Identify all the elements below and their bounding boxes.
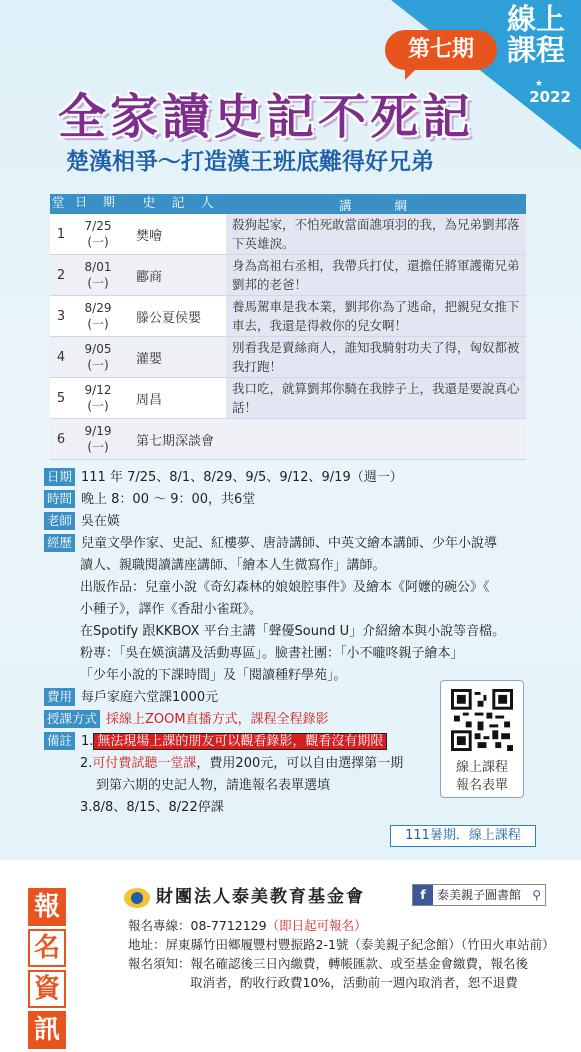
lesson-date: 7/25 — [84, 219, 112, 233]
reg-char: 報 — [28, 888, 66, 926]
lesson-number: 2 — [56, 267, 66, 283]
lesson-outline: 養馬駕車是我本業，劉邦你為了逃命，把親兒女推下車去，我還是得救你的兒女啊！ — [226, 296, 526, 336]
header-date: 日 期 — [75, 195, 121, 209]
course-time: 晚上 8：00 ～ 9：00，共6堂 — [81, 492, 256, 507]
reg-char: 訊 — [28, 1011, 66, 1049]
table-row — [50, 337, 526, 378]
date-tag: 日期 — [44, 468, 75, 486]
table-row — [50, 255, 526, 296]
course-dates: 111 年 7/25、8/1、8/29、9/5、9/12、9/19（週一） — [81, 470, 403, 485]
facebook-icon: f — [413, 885, 433, 905]
header-person: 史 記 人 物 — [142, 196, 220, 231]
lesson-person: 滕公夏侯嬰 — [136, 310, 202, 326]
course-tagline: 111暑期．線上課程 — [390, 825, 536, 847]
lesson-number: 1 — [56, 226, 66, 242]
bio-text: 小種子》，譯作《香甜小雀斑》。 — [80, 602, 263, 617]
phone-note: （即日起可報名） — [266, 918, 367, 933]
foundation-name: 財團法人泰美教育基金會 — [156, 887, 365, 907]
lesson-outline: 身為高祖右丞相，我帶兵打仗，還擔任將軍護衛兄弟劉邦的老爸！ — [226, 255, 526, 295]
ribbon-line-1: 線上 — [506, 2, 565, 36]
syllabus-table — [50, 194, 526, 460]
table-row — [50, 296, 526, 337]
notice-line: 報名須知：報名確認後三日內繳費，轉帳匯款、或至基金會繳費，報名後 — [128, 956, 529, 971]
lesson-weekday: (一) — [87, 440, 109, 454]
ribbon-line-2: 課程 — [506, 33, 565, 67]
reg-char: 名 — [28, 929, 66, 967]
search-icon: ⚲ — [532, 888, 541, 902]
bio-text: 「少年小說的下課時間」及「閱讀種籽學苑」。 — [80, 668, 347, 683]
time-tag: 時間 — [44, 490, 75, 508]
lesson-person: 第七期深談會 — [136, 433, 215, 449]
qr-label-2: 報名表單 — [455, 778, 508, 793]
lesson-weekday: (一) — [87, 399, 109, 413]
bio-text: 兒童文學作家、史記、紅樓夢、唐詩講師、中英文繪本講師、少年小說導 — [81, 536, 498, 551]
header-outline: 講 綱 — [338, 198, 413, 213]
lesson-weekday: (一) — [87, 358, 109, 372]
star-icon: ★ — [534, 79, 543, 89]
lesson-person: 灌嬰 — [136, 351, 163, 367]
phone-label: 報名專線：08-7712129 — [128, 918, 267, 933]
registration-qr-code[interactable] — [440, 680, 524, 798]
registration-footer — [0, 860, 581, 1045]
facebook-page-name: 泰美親子圖書館 — [437, 888, 522, 902]
table-body — [50, 214, 526, 460]
lesson-date: 8/29 — [84, 301, 112, 315]
lesson-person: 酈商 — [136, 269, 163, 285]
lesson-weekday: (一) — [87, 276, 109, 290]
qr-label-1: 線上課程 — [455, 760, 508, 775]
lesson-weekday: (一) — [87, 235, 109, 249]
table-row — [50, 419, 526, 460]
registration-info-label — [28, 888, 108, 1052]
teaching-method: 採線上ZOOM直播方式，課程全程錄影 — [106, 712, 329, 727]
note-number: 2. — [80, 756, 93, 771]
bio-text: 在Spotify 跟KKBOX 平台主講「聲優Sound U」介紹繪本與小說等音檔。 — [80, 624, 506, 639]
period-badge: 第七期 — [385, 30, 497, 70]
lesson-outline — [226, 419, 526, 459]
page-title: 全家讀史記不死記 — [58, 89, 475, 145]
lesson-person: 周昌 — [136, 392, 163, 408]
lesson-outline: 殺狗起家，不怕死敢當面譙項羽的我，為兄弟劉邦落下英雄淚。 — [226, 214, 526, 254]
course-fee: 每戶家庭六堂課1000元 — [81, 690, 219, 705]
page-subtitle: 楚漢相爭～打造漢王班底難得好兄弟 — [66, 149, 434, 175]
address: 地址：屏東縣竹田鄉履豐村豐振路2-1號（泰美親子紀念館）（竹田火車站前） — [128, 937, 555, 952]
table-row — [50, 214, 526, 255]
bio-text: 出版作品：兒童小說《奇幻森林的娘娘腔事件》及繪本《阿嬤的碗公》《 — [80, 580, 490, 595]
teacher-name: 吳在媖 — [81, 514, 121, 529]
note-trial-highlight: 可付費試聽一堂課 — [92, 756, 197, 771]
note-no-class: 3.8/8、8/15、8/22停課 — [80, 800, 224, 815]
foundation-logo-icon — [124, 888, 150, 908]
lesson-number: 3 — [56, 308, 66, 324]
lesson-date: 9/05 — [84, 342, 112, 356]
lesson-number: 4 — [56, 349, 66, 365]
qr-code-icon — [451, 689, 513, 751]
table-row — [50, 378, 526, 419]
teacher-tag: 老師 — [44, 512, 75, 530]
contact-details — [128, 916, 558, 992]
lesson-date: 9/12 — [84, 383, 112, 397]
lesson-outline: 我口吃，就算劉邦你騎在我脖子上，我還是要說真心話！ — [226, 378, 526, 418]
header-lesson: 堂 — [51, 196, 71, 211]
note-trial-continued: 到第六期的史記人物，請進報名表單選填 — [96, 778, 331, 793]
facebook-page-link[interactable] — [412, 884, 546, 906]
note-number: 1. — [81, 734, 94, 749]
lesson-number: 5 — [56, 390, 66, 406]
bio-tag: 經歷 — [44, 534, 75, 552]
lesson-date: 8/01 — [84, 260, 112, 274]
lesson-person: 樊噲 — [136, 228, 163, 244]
lesson-number: 6 — [56, 431, 66, 447]
ribbon-year: 2022 — [529, 88, 571, 106]
method-tag: 授課方式 — [44, 710, 100, 728]
fee-tag: 費用 — [44, 688, 75, 706]
bio-text: 粉專：「吳在媖演講及活動專區」。臉書社團：「小不嚨咚親子繪本」 — [80, 646, 464, 661]
bio-text: 讀人、親職閱讀講座講師、「繪本人生微寫作」講師。 — [80, 558, 386, 573]
note-trial: ，費用200元，可以自由選擇第一期 — [196, 756, 404, 771]
lesson-date: 9/19 — [84, 424, 112, 438]
notice-line: 取消者，酌收行政費10%，活動前一週內取消者，恕不退費 — [190, 975, 518, 990]
reg-char: 資 — [28, 970, 66, 1008]
lesson-weekday: (一) — [87, 317, 109, 331]
lesson-outline: 別看我是賣絲商人，誰知我騎射功夫了得，匈奴都被我打跑！ — [226, 337, 526, 377]
note-tag: 備註 — [44, 732, 75, 750]
note-recording: 無法現場上課的朋友可以觀看錄影，觀看沒有期限 — [93, 733, 387, 750]
